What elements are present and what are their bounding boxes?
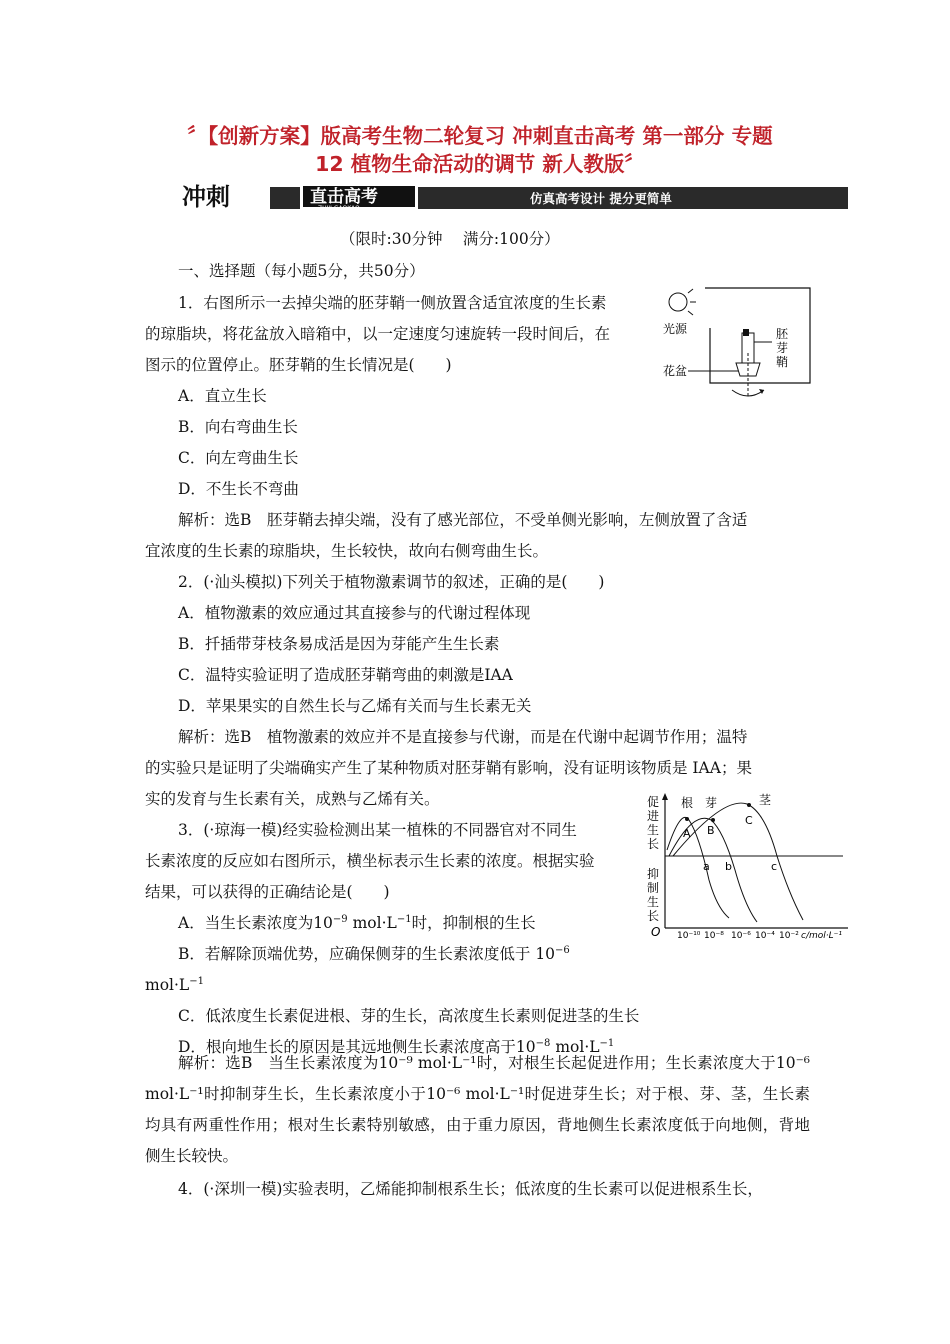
- q2-option-d: D．苹果果实的自然生长与乙烯有关而与生长素无关: [178, 697, 532, 715]
- tick-2: 10⁻⁸: [704, 931, 724, 941]
- y-up-labels: [647, 795, 659, 851]
- title-line-1: 〞【创新方案】版高考生物二轮复习 冲刺直击高考 第一部分 专题: [187, 124, 773, 148]
- q3-option-b-cont: $mol\cdot L^{-1}$: [145, 976, 204, 994]
- point-C: C: [745, 814, 753, 827]
- label-coleoptile-2: 芽: [776, 341, 789, 355]
- point-B: B: [707, 824, 715, 837]
- label-coleoptile-3: 鞘: [776, 355, 789, 369]
- banner-slogan: 仿真高考设计 提分更简单: [530, 191, 672, 206]
- y-down-labels: [647, 866, 659, 923]
- tick-3: 10⁻⁶: [731, 931, 751, 941]
- point-b: b: [725, 860, 732, 873]
- svg-text:制: 制: [647, 881, 660, 895]
- q2-answer-line3: 实的发育与生长素有关，成熟与乙烯有关。: [145, 790, 440, 808]
- curve-label-bud: 芽: [705, 796, 718, 810]
- title-line-2: 12 植物生命活动的调节 新人教版〞: [315, 152, 645, 176]
- tick-4: 10⁻⁴: [755, 931, 775, 941]
- q1-answer-line2: 宜浓度的生长素的琼脂块，生长较快，故向右侧弯曲生长。: [145, 542, 549, 560]
- q3-option-c: C．低浓度生长素促进根、芽的生长，高浓度生长素则促进茎的生长: [178, 1007, 640, 1025]
- q2-option-a: A．植物激素的效应通过其直接参与的代谢过程体现: [178, 604, 531, 622]
- q3-stem-line1: 3．(·琼海一模)经实验检测出某一植株的不同器官对不同生: [178, 821, 577, 839]
- q2-option-c: C．温特实验证明了造成胚芽鞘弯曲的刺激是IAA: [178, 666, 513, 684]
- q3-answer: 解析：选B 当生长素浓度为10⁻⁹ mol·L⁻¹时，对根生长起促进作用；生长素浓度大于10⁻⁶ mol·L⁻¹时抑制芽生长，生长素浓度小于10⁻⁶ mol·L⁻¹时促进芽生长；对于根、芽、茎，生长素均具有两重性作用；根对生长素特别敏感，由于重力原因，背地侧生长素浓度低于向地侧，背地侧生长较快。: [145, 1054, 810, 1165]
- point-a: a: [703, 860, 710, 873]
- q2-stem: 2．(·汕头模拟)下列关于植物激素调节的叙述，正确的是( ): [178, 573, 605, 591]
- q1-figure: [660, 278, 820, 408]
- svg-text:进: 进: [647, 809, 660, 823]
- q1-stem-line2: 的琼脂块，将花盆放入暗箱中，以一定速度匀速旋转一段时间后，在: [145, 325, 611, 343]
- svg-text:生: 生: [647, 823, 660, 837]
- q3-stem-line3: 结果，可以获得的正确结论是( ): [145, 883, 390, 901]
- svg-text:长: 长: [647, 909, 660, 923]
- root-curve: [667, 817, 729, 918]
- label-light: 光源: [663, 322, 688, 336]
- label-pot: 花盆: [663, 364, 688, 378]
- q3-option-b: B．若解除顶端优势，应确保侧芽的生长素浓度低于 $10^{-6}$: [178, 945, 570, 963]
- x-unit: c/mol·L⁻¹: [801, 931, 842, 941]
- q1-stem-line3: 图示的位置停止。胚芽鞘的生长情况是( ): [145, 356, 452, 374]
- banner-chongci: 冲刺: [182, 183, 230, 211]
- svg-text:抑: 抑: [647, 867, 660, 881]
- curve-label-stem: 茎: [759, 793, 772, 807]
- tick-1: 10⁻¹⁰: [677, 931, 701, 941]
- curve-label-root: 根: [681, 796, 694, 810]
- q2-answer-line2: 的实验只是证明了尖端确实产生了某种物质对胚芽鞘有影响，没有证明该物质是 IAA；果: [145, 759, 752, 777]
- exam-info: （限时:30分钟 满分:100分）: [340, 230, 560, 248]
- svg-text:长: 长: [647, 837, 660, 851]
- q3-option-a: A．当生长素浓度为$10^{-9}$ $mol\cdot L^{-1}$时，抑制根的生长: [178, 914, 536, 932]
- q3-option-d: D．根向地生长的原因是其远地侧生长素浓度高于$10^{-8}$ $mol\cdot L^{-1}$: [178, 1038, 615, 1056]
- point-A: A: [683, 827, 691, 840]
- q1-answer-line1: 解析：选B 胚芽鞘去掉尖端，没有了感光部位，不受单侧光影响，左侧放置了含适: [178, 511, 748, 529]
- q4-stem-line1: 4．(·深圳一模)实验表明，乙烯能抑制根系生长；低浓度的生长素可以促进根系生长，: [178, 1180, 763, 1198]
- q3-chart: [643, 790, 858, 942]
- q1-option-c: C．向左弯曲生长: [178, 449, 299, 467]
- q2-answer-line1: 解析：选B 植物激素的效应并不是直接参与代谢，而是在代谢中起调节作用；温特: [178, 728, 748, 746]
- label-coleoptile-1: 胚: [776, 327, 789, 341]
- q3-stem-line2: 长素浓度的反应如右图所示，横坐标表示生长素的浓度。根据实验: [145, 852, 595, 870]
- section-banner: [178, 180, 848, 212]
- q1-stem-line1: 1．右图所示一去掉尖端的胚芽鞘一侧放置含适宜浓度的生长素: [178, 294, 607, 312]
- stem-curve: [673, 803, 803, 920]
- q1-option-a: A．直立生长: [178, 387, 267, 405]
- document-title: [150, 122, 810, 178]
- tick-5: 10⁻²: [779, 931, 799, 941]
- q1-option-b: B．向右弯曲生长: [178, 418, 298, 436]
- origin: O: [651, 925, 661, 939]
- banner-pinyin: ZHIJI GAOKAO: [318, 205, 360, 212]
- svg-text:促: 促: [647, 795, 660, 809]
- banner-zhiji: 直击高考: [310, 187, 378, 207]
- section-heading: 一、选择题（每小题5分，共50分）: [178, 262, 425, 280]
- light-source-icon: [669, 293, 687, 311]
- q2-option-b: B．扦插带芽枝条易成活是因为芽能产生生长素: [178, 635, 500, 653]
- point-c: c: [771, 860, 778, 873]
- q1-option-d: D．不生长不弯曲: [178, 480, 299, 498]
- svg-text:生: 生: [647, 895, 660, 909]
